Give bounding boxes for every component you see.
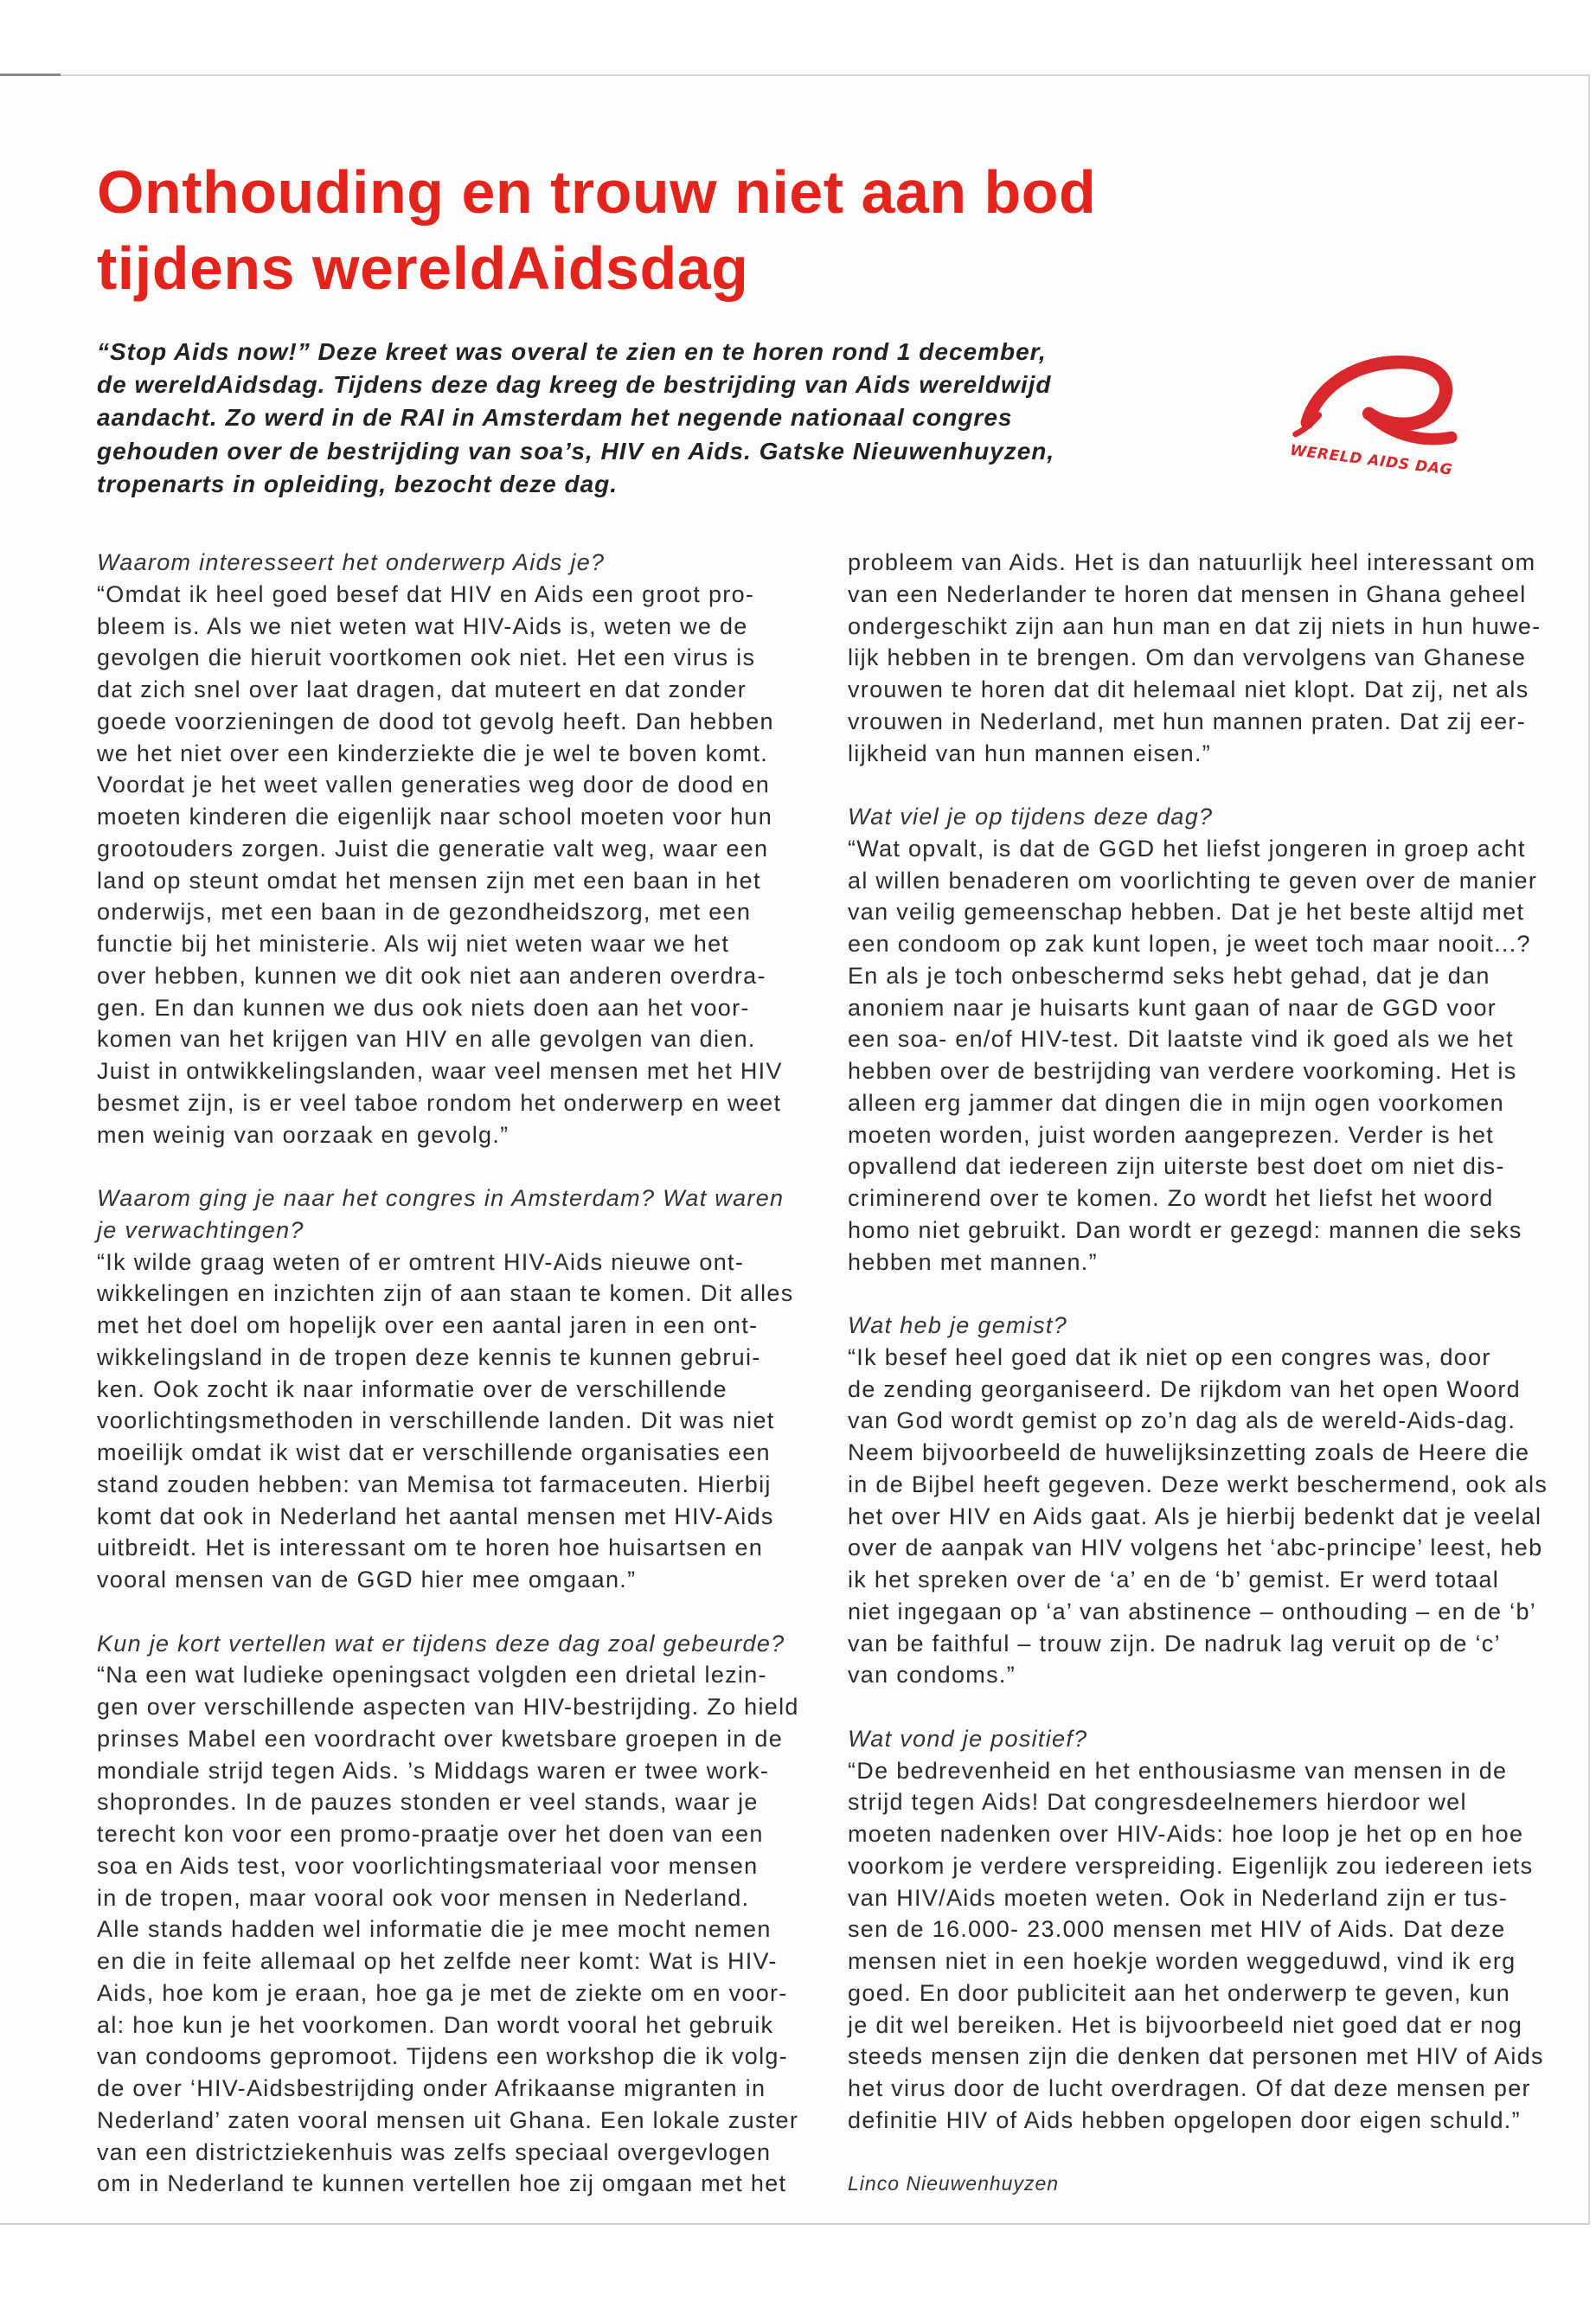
answer-line: criminerend over te komen. Zo wordt het liefst het woord (848, 1185, 1494, 1211)
article-lead (97, 336, 1054, 501)
answer-line: niet ingegaan op ‘a’ van abstinence – onthouding – en de ‘b’ (848, 1598, 1537, 1625)
answer-line: besmet zijn, is er veel taboe rondom het onderwerp en weet (97, 1089, 782, 1116)
answer-line: het virus door de lucht overdragen. Of dat deze mensen per (848, 2075, 1531, 2101)
answer-line: over de aanpak van HIV volgens het ‘abc-principe’ leest, heb (848, 1535, 1543, 1561)
answer-line: “De bedrevenheid en het enthousiasme van mensen in de (848, 1757, 1508, 1784)
qa-block-continued (848, 547, 1574, 769)
answer-line: en die in feite allemaal op het zelfde neer komt: Wat is HIV- (97, 1948, 778, 1974)
answer-line: van een districtziekenhuis was zelfs speciaal overgevlogen (97, 2138, 772, 2165)
lead-line: aandacht. Zo werd in de RAI in Amsterdam het negende nationaal congres (97, 404, 1013, 432)
answer-line: steeds mensen zijn die denken dat personen met HIV of Aids (848, 2043, 1544, 2070)
qa-block (848, 1723, 1574, 2137)
qa-block (97, 547, 832, 1150)
lead-line: de wereldAidsdag. Tijdens deze dag kreeg de bestrijding van Aids wereldwijd (97, 371, 1052, 399)
answer-line: moeten kinderen die eigenlijk naar school moeten voor hun (97, 804, 773, 830)
answer-line: terecht kon voor een promo-praatje over het doen van een (97, 1821, 764, 1847)
page-edge-top-shadow (0, 74, 61, 76)
answer-line: gen. En dan kunnen we dus ook niets doen aan het voor- (97, 994, 750, 1021)
answer-line: “Omdat ik heel goed besef dat HIV en Aids een groot pro- (97, 580, 755, 607)
answer-line: lijk hebben in te brengen. Om dan vervolgens van Ghanese (848, 644, 1527, 671)
answer-line: van HIV/Aids moeten weten. Ook in Nederland zijn er tus- (848, 1884, 1509, 1911)
answer-line: van God wordt gemist op zo’n dag als de wereld-Aids-dag. (848, 1407, 1516, 1434)
answer-line: lijkheid van hun mannen eisen.” (848, 740, 1212, 766)
answer-line: bleem is. Als we niet weten wat HIV-Aids is, weten we de (97, 612, 748, 639)
answer-line: met het doel om hopelijk over een aantal jaren in een ont- (97, 1312, 759, 1338)
answer-line: ondergeschikt zijn aan hun man en dat zij niets in hun huwe- (848, 612, 1542, 639)
answer-line: ken. Ook zocht ik naar informatie over de verschillende (97, 1375, 727, 1402)
answer-line: goed. En door publiciteit aan het onderwerp te geven, kun (848, 1979, 1511, 2006)
answer-line: van veilig gemeenschap hebben. Dat je het beste altijd met (848, 899, 1525, 926)
lead-line: tropenarts in opleiding, bezocht deze dag. (97, 470, 619, 497)
answer-line: Aids, hoe kom je eraan, hoe ga je met de ziekte om en voor- (97, 1979, 788, 2006)
answer-line: “Ik wilde graag weten of er omtrent HIV-Aids nieuwe ont- (97, 1248, 745, 1275)
answer-line: komt dat ook in Nederland het aantal mensen met HIV-Aids (97, 1503, 774, 1529)
answer-line: mensen niet in een hoekje worden weggeduwd, vind ik erg (848, 1948, 1516, 1974)
answer-line: Nederland’ zaten vooral mensen uit Ghana. Een lokale zuster (97, 2106, 799, 2133)
qa-block (848, 1310, 1574, 1691)
answer-line: Alle stands hadden wel informatie die je mee mocht nemen (97, 1916, 772, 1943)
right-column (848, 547, 1574, 2200)
answer-line: grootouders zorgen. Juist die generatie valt weg, waar een (97, 835, 769, 862)
answer-line: onderwijs, met een baan in de gezondheidszorg, met een (97, 899, 752, 926)
answer-line: men weinig van oorzaak en gevolg.” (97, 1121, 510, 1148)
answer-line: moeilijk omdat ik wist dat er verschillende organisaties een (97, 1439, 771, 1465)
answer-line: van een Nederlander te horen dat mensen in Ghana geheel (848, 580, 1527, 607)
answer-line: stand zouden hebben: van Memisa tot farmaceuten. Hierbij (97, 1471, 772, 1497)
answer-line: Juist in ontwikkelingslanden, waar veel mensen met het HIV (97, 1058, 783, 1084)
answer-line: wikkelingen en inzichten zijn of aan staan te komen. Dit alles (97, 1280, 794, 1307)
answer-line: vooral mensen van de GGD hier mee omgaan.” (97, 1567, 637, 1593)
answer-line: moeten worden, juist worden aangeprezen. Verder is het (848, 1121, 1495, 1148)
answer-line: gen over verschillende aspecten van HIV-bestrijding. Zo hield (97, 1694, 799, 1720)
answer-line: van be faithful – trouw zijn. De nadruk lag veruit op de ‘c’ (848, 1630, 1501, 1657)
answer-line: “Na een wat ludieke openingsact volgden een drietal lezin- (97, 1662, 767, 1689)
logo-lettering: WERELD AIDS DAG (1289, 441, 1454, 479)
wereld-aids-dag-logo (1284, 355, 1460, 484)
answer-line: wikkelingsland in de tropen deze kennis te kunnen gebrui- (97, 1343, 761, 1370)
left-column (97, 547, 832, 2232)
page-edge-top (0, 74, 1590, 76)
answer-line: probleem van Aids. Het is dan natuurlijk heel interessant om (848, 549, 1536, 575)
answer-line: definitie HIV of Aids hebben opgelopen door eigen schuld.” (848, 2106, 1521, 2133)
answer-line: een soa- en/of HIV-test. Dit laatste vind ik goed als we het (848, 1026, 1514, 1053)
answer-line: voorkom je verdere verspreiding. Eigenlijk zou iedereen iets (848, 1852, 1534, 1879)
answer-line: het over HIV en Aids gaat. Als je hierbij bedenkt dat je veelal (848, 1503, 1542, 1529)
answer-line: mondiale strijd tegen Aids. ’s Middags waren er twee work- (97, 1757, 770, 1784)
answer-line: sen de 16.000- 23.000 mensen met HIV of Aids. Dat deze (848, 1916, 1506, 1943)
answer-line: functie bij het ministerie. Als wij niet weten waar we het (97, 931, 730, 957)
answer-line: “Wat opvalt, is dat de GGD het liefst jongeren in groep acht (848, 835, 1526, 862)
question-line: Kun je kort vertellen wat er tijdens deze dag zoal gebeurde? (97, 1630, 785, 1657)
answer-line: “Ik besef heel goed dat ik niet op een congres was, door (848, 1343, 1491, 1370)
answer-line: om in Nederland te kunnen vertellen hoe zij omgaan met het (97, 2170, 787, 2197)
answer-line: shoprondes. In de pauzes stonden er veel stands, waar je (97, 1789, 759, 1816)
answer-line: Voordat je het weet vallen generaties weg door de dood en (97, 772, 771, 798)
answer-line: we het niet over een kinderziekte die je wel te boven komt. (97, 740, 769, 766)
question-line: Wat heb je gemist? (848, 1312, 1068, 1338)
answer-line: in de tropen, maar vooral ook voor mensen in Nederland. (97, 1884, 750, 1911)
page-edge-right (1588, 74, 1590, 2225)
answer-line: een condoom op zak kunt lopen, je weet toch maar nooit...? (848, 931, 1531, 957)
qa-block (848, 801, 1574, 1278)
answer-line: moeten nadenken over HIV-Aids: hoe loop je het op en hoe (848, 1821, 1524, 1847)
question-line: Waarom interesseert het onderwerp Aids je? (97, 549, 606, 575)
answer-line: je dit wel bereiken. Het is bijvoorbeeld niet goed dat er nog (848, 2011, 1523, 2038)
answer-line: dat zich snel over laat dragen, dat muteert en dat zonder (97, 676, 747, 702)
answer-line: al: hoe kun je het voorkomen. Dan wordt vooral het gebruik (97, 2011, 774, 2038)
answer-line: gevolgen die hieruit voortkomen ook niet. Het een virus is (97, 644, 756, 671)
answer-line: anoniem naar je huisarts kunt gaan of naar de GGD voor (848, 994, 1497, 1021)
answer-line: soa en Aids test, voor voorlichtingsmateriaal voor mensen (97, 1852, 759, 1879)
qa-block (97, 1628, 832, 2201)
article-title (97, 154, 1096, 306)
answer-line: komen van het krijgen van HIV en alle gevolgen van dien. (97, 1026, 756, 1053)
answer-line: de zending georganiseerd. De rijkdom van het open Woord (848, 1375, 1521, 1402)
answer-line: de over ‘HIV-Aidsbestrijding onder Afrikaanse migranten in (97, 2075, 766, 2101)
answer-line: alleen erg jammer dat dingen die in mijn ogen voorkomen (848, 1089, 1504, 1116)
answer-line: opvallend dat iedereen zijn uiterste best doet om niet dis- (848, 1153, 1505, 1180)
author-byline: Linco Nieuwenhuyzen (848, 2172, 1060, 2195)
question-line: Wat viel je op tijdens deze dag? (848, 804, 1214, 830)
answer-line: al willen benaderen om voorlichting te geven over de manier (848, 867, 1538, 894)
answer-line: vrouwen te horen dat dit helemaal niet klopt. Dat zij, net als (848, 676, 1529, 702)
lead-line: gehouden over de bestrijding van soa’s, HIV en Aids. Gatske Nieuwenhuyzen, (97, 437, 1055, 465)
title-line: tijdens wereldAidsdag (97, 234, 749, 302)
qa-block (97, 1183, 832, 1596)
answer-line: En als je toch onbeschermd seks hebt gehad, dat je dan (848, 962, 1490, 989)
answer-line: voorlichtingsmethoden in verschillende landen. Dit was niet (97, 1407, 775, 1434)
answer-line: van condooms gepromoot. Tijdens een workshop die ik volg- (97, 2043, 788, 2070)
answer-line: strijd tegen Aids! Dat congresdeelnemers hierdoor wel (848, 1789, 1467, 1816)
answer-line: homo niet gebruikt. Dan wordt er gezegd: mannen die seks (848, 1216, 1522, 1243)
lead-line: “Stop Aids now!” Deze kreet was overal te zien en te horen rond 1 december, (97, 338, 1047, 365)
answer-line: hebben over de bestrijding van verdere voorkoming. Het is (848, 1058, 1517, 1084)
answer-line: Neem bijvoorbeeld de huwelijksinzetting zoals de Heere die (848, 1439, 1530, 1465)
title-line: Onthouding en trouw niet aan bod (97, 158, 1097, 226)
answer-line: land op steunt omdat het mensen zijn met een baan in het (97, 867, 761, 894)
question-line: je verwachtingen? (97, 1216, 304, 1243)
answer-line: vrouwen in Nederland, met hun mannen praten. Dat zij eer- (848, 708, 1526, 734)
answer-line: hebben met mannen.” (848, 1248, 1098, 1275)
question-line: Waarom ging je naar het congres in Amsterdam? Wat waren (97, 1185, 785, 1211)
answer-line: goede voorzieningen de dood tot gevolg heeft. Dan hebben (97, 708, 774, 734)
question-line: Wat vond je positief? (848, 1725, 1088, 1752)
answer-line: ik het spreken over de ‘a’ en de ‘b’ gemist. Er werd totaal (848, 1567, 1500, 1593)
answer-line: over hebben, kunnen we dit ook niet aan anderen overdra- (97, 962, 766, 989)
answer-line: prinses Mabel een voordracht over kwetsbare groepen in de (97, 1725, 784, 1752)
answer-line: van condoms.” (848, 1662, 1016, 1689)
answer-line: uitbreidt. Het is interessant om te horen hoe huisartsen en (97, 1535, 764, 1561)
answer-line: in de Bijbel heeft gegeven. Deze werkt beschermend, ook als (848, 1471, 1548, 1497)
